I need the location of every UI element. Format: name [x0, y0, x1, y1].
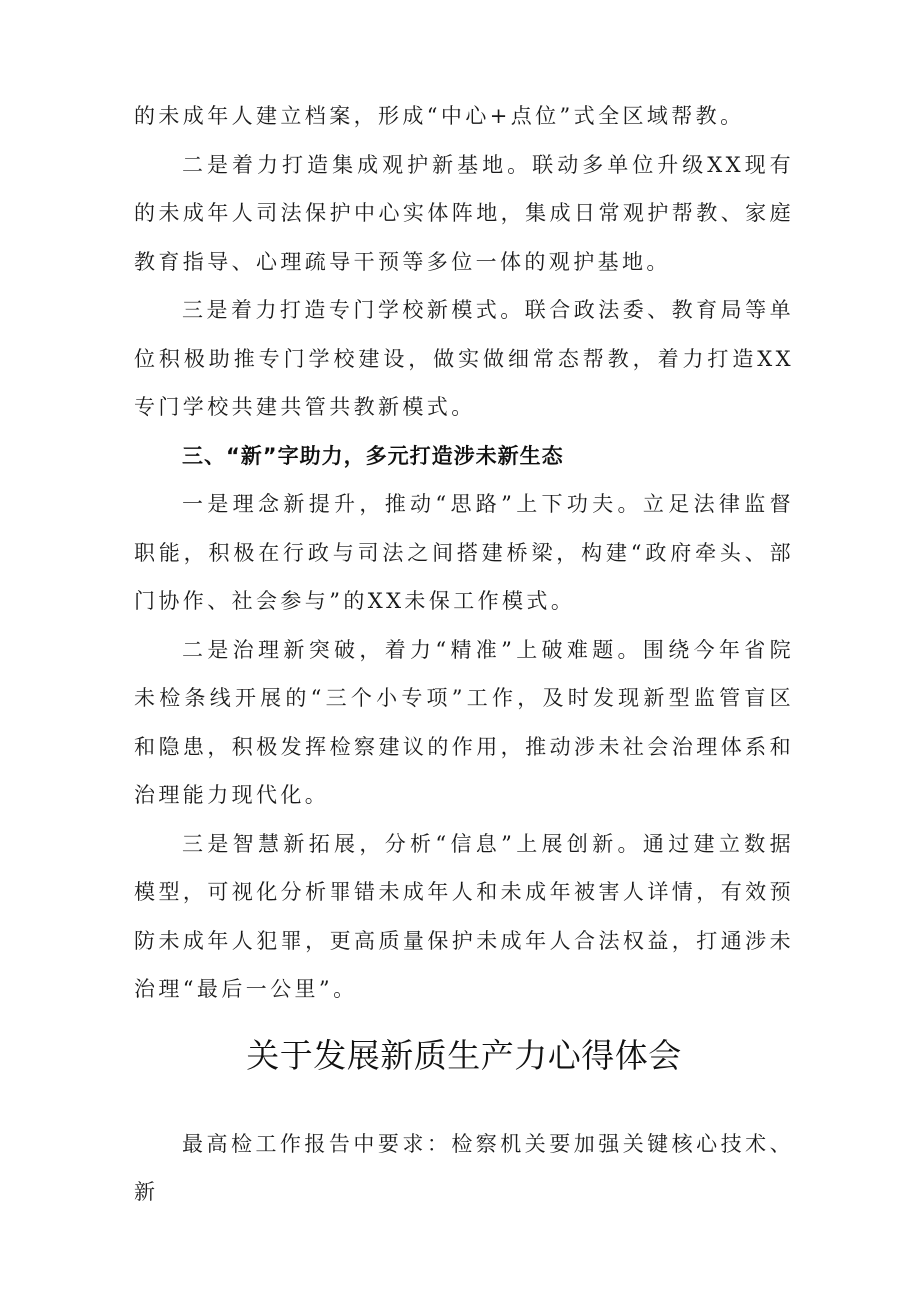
paragraph-item-2-governance: 二是治理新突破，着力“精准”上破难题。围绕今年省院未检条线开展的“三个小专项”工作，及时发现新型监管盲区和隐患，积极发挥检察建议的作用，推动涉未社会治理体系和治理能力现代化。	[134, 637, 794, 807]
section-heading: 三、“新”字助力，多元打造涉未新生态	[182, 443, 564, 468]
paragraph-item-2-base: 二是着力打造集成观护新基地。联动多单位升级XX现有的未成年人司法保护中心实体阵地，集成日常观护帮教、家庭教育指导、心理疏导干预等多位一体的观护基地。	[134, 152, 794, 274]
document-title: 关于发展新质生产力心得体会	[246, 1035, 682, 1075]
paragraph-item-3-smart: 三是智慧新拓展，分析“信息”上展创新。通过建立数据模型，可视化分析罪错未成年人和未成年被害人详情，有效预防未成年人犯罪，更高质量保护未成年人合法权益，打通涉未治理“最后一公里”。	[134, 831, 794, 1001]
paragraph-item-1-concept: 一是理念新提升，推动“思路”上下功夫。立足法律监督职能，积极在行政与司法之间搭建桥梁，构建“政府牵头、部门协作、社会参与”的XX未保工作模式。	[134, 492, 794, 613]
paragraph-item-3-school: 三是着力打造专门学校新模式。联合政法委、教育局等单位积极助推专门学校建设，做实做细常态帮教，着力打造XX专门学校共建共管共教新模式。	[134, 298, 794, 419]
paragraph-opening: 最高检工作报告中要求：检察机关要加强关键核心技术、新	[134, 1131, 794, 1204]
paragraph-continued: 的未成年人建立档案，形成“中心+点位”式全区域帮教。	[134, 104, 745, 128]
document-body	[134, 92, 794, 1217]
